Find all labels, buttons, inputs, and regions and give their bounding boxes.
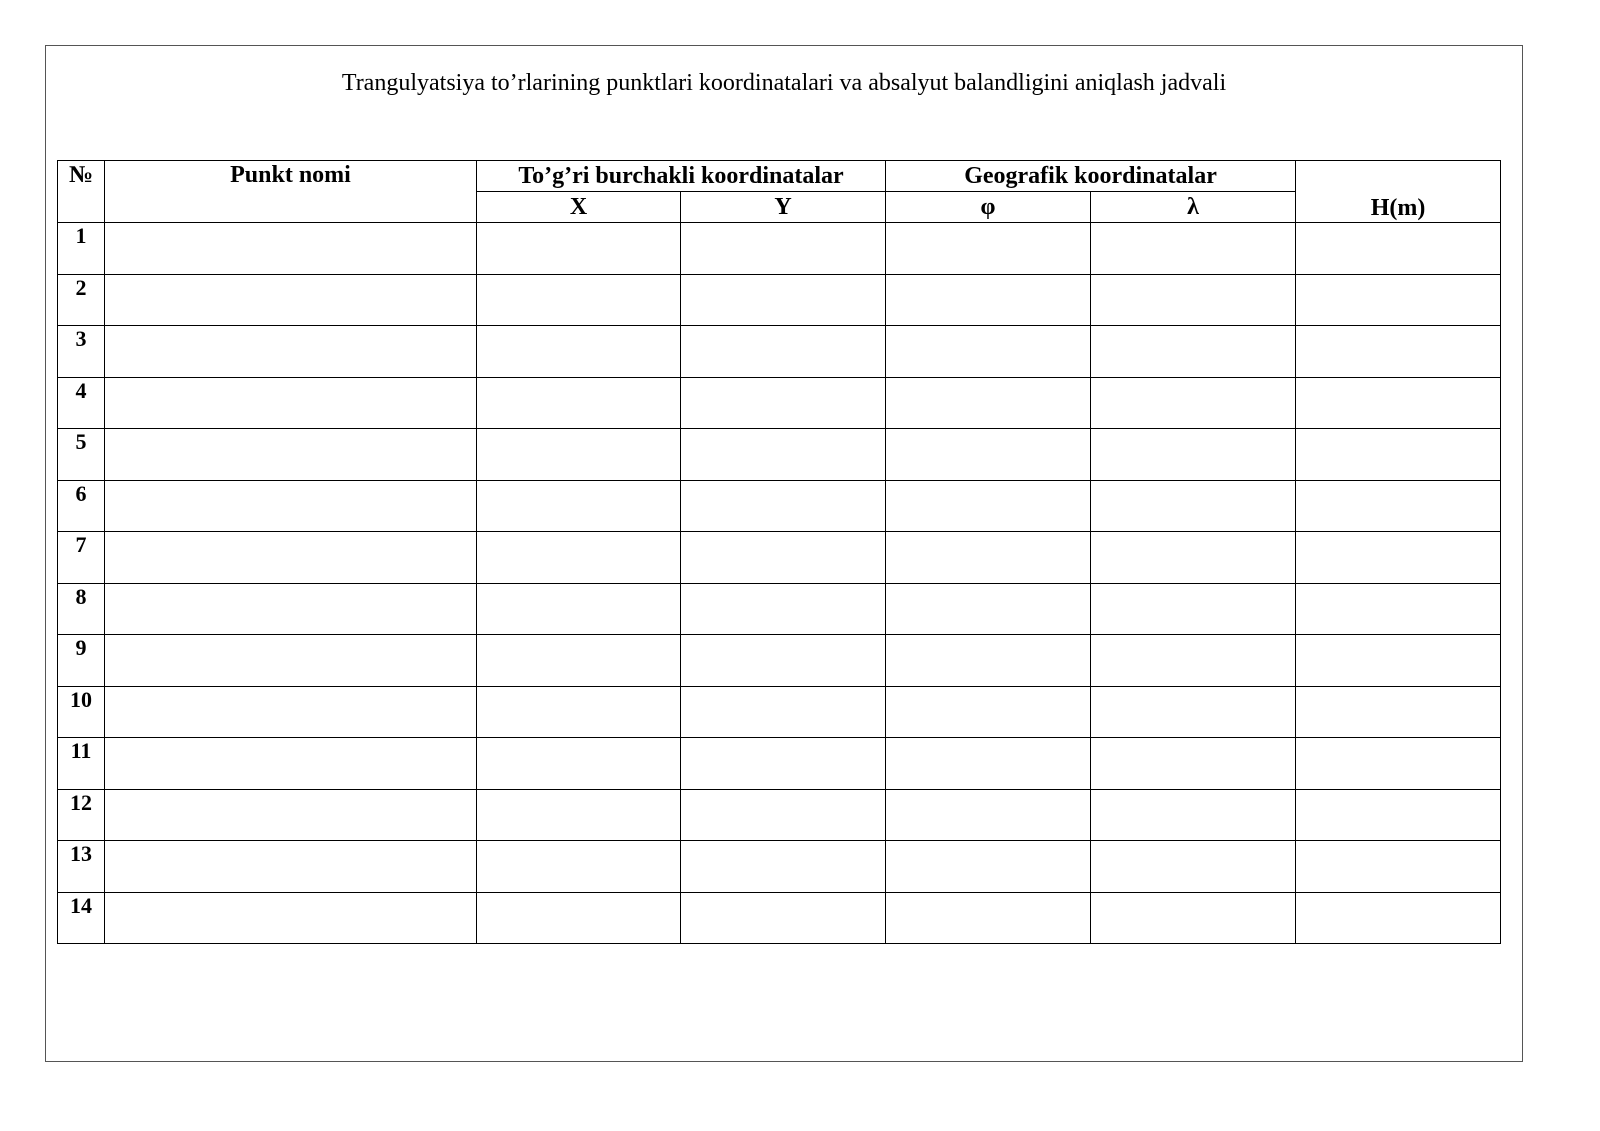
y-cell <box>681 532 886 584</box>
table-row <box>58 738 1501 790</box>
phi-cell <box>886 480 1091 532</box>
table-row <box>58 377 1501 429</box>
height-cell <box>1296 377 1501 429</box>
height-cell <box>1296 738 1501 790</box>
col-header-phi: φ <box>886 192 1091 223</box>
phi-cell <box>886 738 1091 790</box>
phi-cell <box>886 326 1091 378</box>
height-cell <box>1296 789 1501 841</box>
x-cell <box>477 892 681 944</box>
point-name-cell <box>105 892 477 944</box>
x-cell <box>477 532 681 584</box>
y-cell <box>681 377 886 429</box>
point-name-cell <box>105 635 477 687</box>
table-row <box>58 480 1501 532</box>
point-name-cell <box>105 377 477 429</box>
coordinates-table <box>57 160 1501 944</box>
height-cell <box>1296 326 1501 378</box>
phi-cell <box>886 532 1091 584</box>
x-cell <box>477 429 681 481</box>
table-row <box>58 429 1501 481</box>
table-row <box>58 892 1501 944</box>
lambda-cell <box>1091 326 1296 378</box>
phi-cell <box>886 841 1091 893</box>
point-name-cell <box>105 789 477 841</box>
y-cell <box>681 274 886 326</box>
row-number: 11 <box>58 738 105 790</box>
lambda-cell <box>1091 583 1296 635</box>
phi-cell <box>886 223 1091 275</box>
phi-cell <box>886 686 1091 738</box>
y-cell <box>681 635 886 687</box>
row-number: 2 <box>58 274 105 326</box>
row-number: 12 <box>58 789 105 841</box>
height-cell <box>1296 223 1501 275</box>
point-name-cell <box>105 738 477 790</box>
table-row <box>58 841 1501 893</box>
lambda-cell <box>1091 686 1296 738</box>
point-name-cell <box>105 274 477 326</box>
lambda-cell <box>1091 429 1296 481</box>
phi-cell <box>886 583 1091 635</box>
row-number: 13 <box>58 841 105 893</box>
phi-cell <box>886 789 1091 841</box>
col-header-rect-coords: To’g’ri burchakli koordinatalar <box>477 161 886 192</box>
phi-cell <box>886 635 1091 687</box>
height-cell <box>1296 532 1501 584</box>
height-cell <box>1296 429 1501 481</box>
col-header-geo-coords: Geografik koordinatalar <box>886 161 1296 192</box>
y-cell <box>681 583 886 635</box>
col-header-height: H(m) <box>1296 161 1501 223</box>
lambda-cell <box>1091 532 1296 584</box>
col-header-x: X <box>477 192 681 223</box>
x-cell <box>477 635 681 687</box>
point-name-cell <box>105 532 477 584</box>
row-number: 1 <box>58 223 105 275</box>
height-cell <box>1296 480 1501 532</box>
header-row-top <box>58 161 1501 192</box>
height-cell <box>1296 274 1501 326</box>
y-cell <box>681 429 886 481</box>
y-cell <box>681 686 886 738</box>
lambda-cell <box>1091 274 1296 326</box>
x-cell <box>477 583 681 635</box>
x-cell <box>477 377 681 429</box>
point-name-cell <box>105 583 477 635</box>
table-body <box>58 223 1501 944</box>
point-name-cell <box>105 326 477 378</box>
height-cell <box>1296 583 1501 635</box>
lambda-cell <box>1091 841 1296 893</box>
col-header-y: Y <box>681 192 886 223</box>
phi-cell <box>886 892 1091 944</box>
height-cell <box>1296 635 1501 687</box>
x-cell <box>477 326 681 378</box>
x-cell <box>477 274 681 326</box>
table-row <box>58 532 1501 584</box>
row-number: 5 <box>58 429 105 481</box>
phi-cell <box>886 377 1091 429</box>
lambda-cell <box>1091 738 1296 790</box>
y-cell <box>681 480 886 532</box>
table-row <box>58 326 1501 378</box>
row-number: 9 <box>58 635 105 687</box>
table-row <box>58 223 1501 275</box>
row-number: 14 <box>58 892 105 944</box>
lambda-cell <box>1091 892 1296 944</box>
lambda-cell <box>1091 480 1296 532</box>
y-cell <box>681 326 886 378</box>
page-title: Trangulyatsiya to’rlarining punktlari koordinatalari va absalyut balandligini aniqlash jadvali <box>341 70 1227 96</box>
table-row <box>58 789 1501 841</box>
x-cell <box>477 223 681 275</box>
point-name-cell <box>105 429 477 481</box>
y-cell <box>681 789 886 841</box>
row-number: 3 <box>58 326 105 378</box>
x-cell <box>477 686 681 738</box>
table-row <box>58 686 1501 738</box>
col-header-number: № <box>58 161 105 223</box>
lambda-cell <box>1091 377 1296 429</box>
x-cell <box>477 738 681 790</box>
lambda-cell <box>1091 223 1296 275</box>
row-number: 6 <box>58 480 105 532</box>
phi-cell <box>886 274 1091 326</box>
point-name-cell <box>105 686 477 738</box>
y-cell <box>681 223 886 275</box>
row-number: 7 <box>58 532 105 584</box>
y-cell <box>681 892 886 944</box>
point-name-cell <box>105 223 477 275</box>
x-cell <box>477 789 681 841</box>
point-name-cell <box>105 480 477 532</box>
height-cell <box>1296 841 1501 893</box>
row-number: 10 <box>58 686 105 738</box>
phi-cell <box>886 429 1091 481</box>
table-row <box>58 635 1501 687</box>
x-cell <box>477 841 681 893</box>
height-cell <box>1296 892 1501 944</box>
x-cell <box>477 480 681 532</box>
col-header-point-name: Punkt nomi <box>105 161 477 223</box>
point-name-cell <box>105 841 477 893</box>
row-number: 4 <box>58 377 105 429</box>
y-cell <box>681 841 886 893</box>
lambda-cell <box>1091 789 1296 841</box>
table-row <box>58 274 1501 326</box>
row-number: 8 <box>58 583 105 635</box>
lambda-cell <box>1091 635 1296 687</box>
col-header-lambda: λ <box>1091 192 1296 223</box>
table-row <box>58 583 1501 635</box>
y-cell <box>681 738 886 790</box>
height-cell <box>1296 686 1501 738</box>
